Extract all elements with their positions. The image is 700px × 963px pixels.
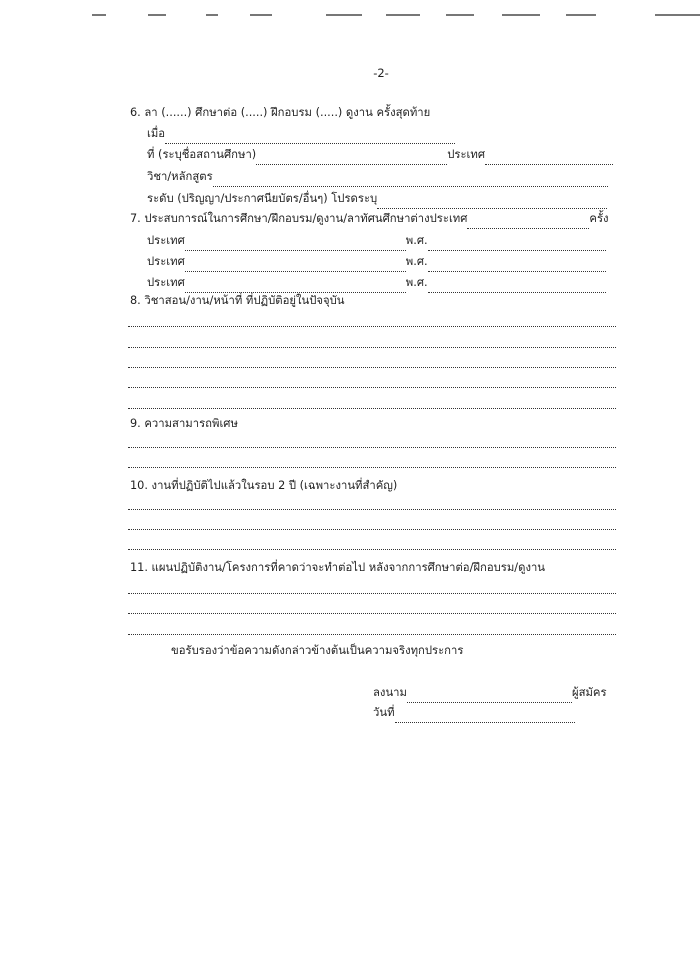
date-label: วันที่ <box>373 706 395 719</box>
section-6-heading <box>130 103 530 123</box>
subject-field[interactable] <box>213 172 608 187</box>
section-11-heading <box>130 558 620 578</box>
answer-line[interactable] <box>128 593 616 594</box>
section-6-text: 6. ลา (......) ศึกษาต่อ (.....) ฝึกอบรม (.....) ดูงาน ครั้งสุดท้าย <box>130 106 431 119</box>
signature-row <box>373 683 633 703</box>
row-country-field[interactable] <box>185 236 406 251</box>
section-6-subject-row <box>147 167 627 187</box>
answer-line[interactable] <box>128 634 616 635</box>
section-7-row-3 <box>147 273 617 293</box>
row-country-label: ประเทศ <box>147 276 185 289</box>
section-10-heading <box>130 476 530 496</box>
section-7-row-1 <box>147 231 617 251</box>
answer-line[interactable] <box>128 529 616 530</box>
subject-label: วิชา/หลักสูตร <box>147 170 213 183</box>
place-label: ที่ (ระบุชื่อสถานศึกษา) <box>147 148 257 161</box>
section-6-when-row <box>147 124 467 144</box>
date-field[interactable] <box>395 708 575 723</box>
row-country-field[interactable] <box>185 257 406 272</box>
answer-line[interactable] <box>128 613 616 614</box>
section-11-text: 11. แผนปฏิบัติงาน/โครงการที่คาดว่าจะทำต่อไป หลังจากการศึกษาต่อ/ฝึกอบรม/ดูงาน <box>130 561 546 574</box>
section-6-level-row <box>147 189 627 209</box>
answer-line[interactable] <box>128 326 616 327</box>
section-9-text: 9. ความสามารถพิเศษ <box>130 417 238 430</box>
section-7-text: 7. ประสบการณ์ในการศึกษา/ฝึกอบรม/ดูงาน/ลาทัศนศึกษาต่างประเทศ <box>130 212 468 225</box>
signature-field[interactable] <box>407 688 572 703</box>
answer-line[interactable] <box>128 447 616 448</box>
section-8-text: 8. วิชาสอน/งาน/หน้าที่ ที่ปฏิบัติอยู่ในปัจจุบัน <box>130 294 345 307</box>
times-label: ครั้ง <box>589 212 609 225</box>
section-8-heading <box>130 291 530 311</box>
when-field[interactable] <box>165 129 455 144</box>
section-7-row-2 <box>147 252 617 272</box>
row-country-label: ประเทศ <box>147 234 185 247</box>
row-year-label: พ.ศ. <box>405 255 428 268</box>
when-label: เมื่อ <box>147 127 166 140</box>
country-label: ประเทศ <box>447 148 486 161</box>
section-7-heading <box>130 209 620 229</box>
answer-line[interactable] <box>128 347 616 348</box>
answer-line[interactable] <box>128 387 616 388</box>
answer-line[interactable] <box>128 467 616 468</box>
level-field[interactable] <box>377 194 607 209</box>
answer-line[interactable] <box>128 408 616 409</box>
scan-artifact-top-edge <box>0 14 700 18</box>
row-year-field[interactable] <box>428 257 606 272</box>
certification-text: ขอรับรองว่าข้อความดังกล่าวข้างต้นเป็นความจริงทุกประการ <box>171 644 464 657</box>
times-field[interactable] <box>467 214 589 229</box>
row-country-label: ประเทศ <box>147 255 185 268</box>
answer-line[interactable] <box>128 549 616 550</box>
row-year-field[interactable] <box>428 236 606 251</box>
section-10-text: 10. งานที่ปฏิบัติไปแล้วในรอบ 2 ปี (เฉพาะงานที่สำคัญ) <box>130 479 398 492</box>
page-number: -2- <box>373 66 389 80</box>
row-year-label: พ.ศ. <box>405 276 428 289</box>
place-field[interactable] <box>256 150 447 165</box>
section-6-place-row <box>147 145 627 165</box>
answer-line[interactable] <box>128 367 616 368</box>
applicant-label: ผู้สมัคร <box>571 686 607 699</box>
section-9-heading <box>130 414 430 434</box>
level-label: ระดับ (ปริญญา/ประกาศนียบัตร/อื่นๆ) โปรดระบุ <box>147 192 378 205</box>
date-row <box>373 703 603 723</box>
sign-label: ลงนาม <box>373 686 407 699</box>
row-year-label: พ.ศ. <box>405 234 428 247</box>
country-field[interactable] <box>485 150 613 165</box>
answer-line[interactable] <box>128 509 616 510</box>
certification-statement <box>171 641 591 661</box>
